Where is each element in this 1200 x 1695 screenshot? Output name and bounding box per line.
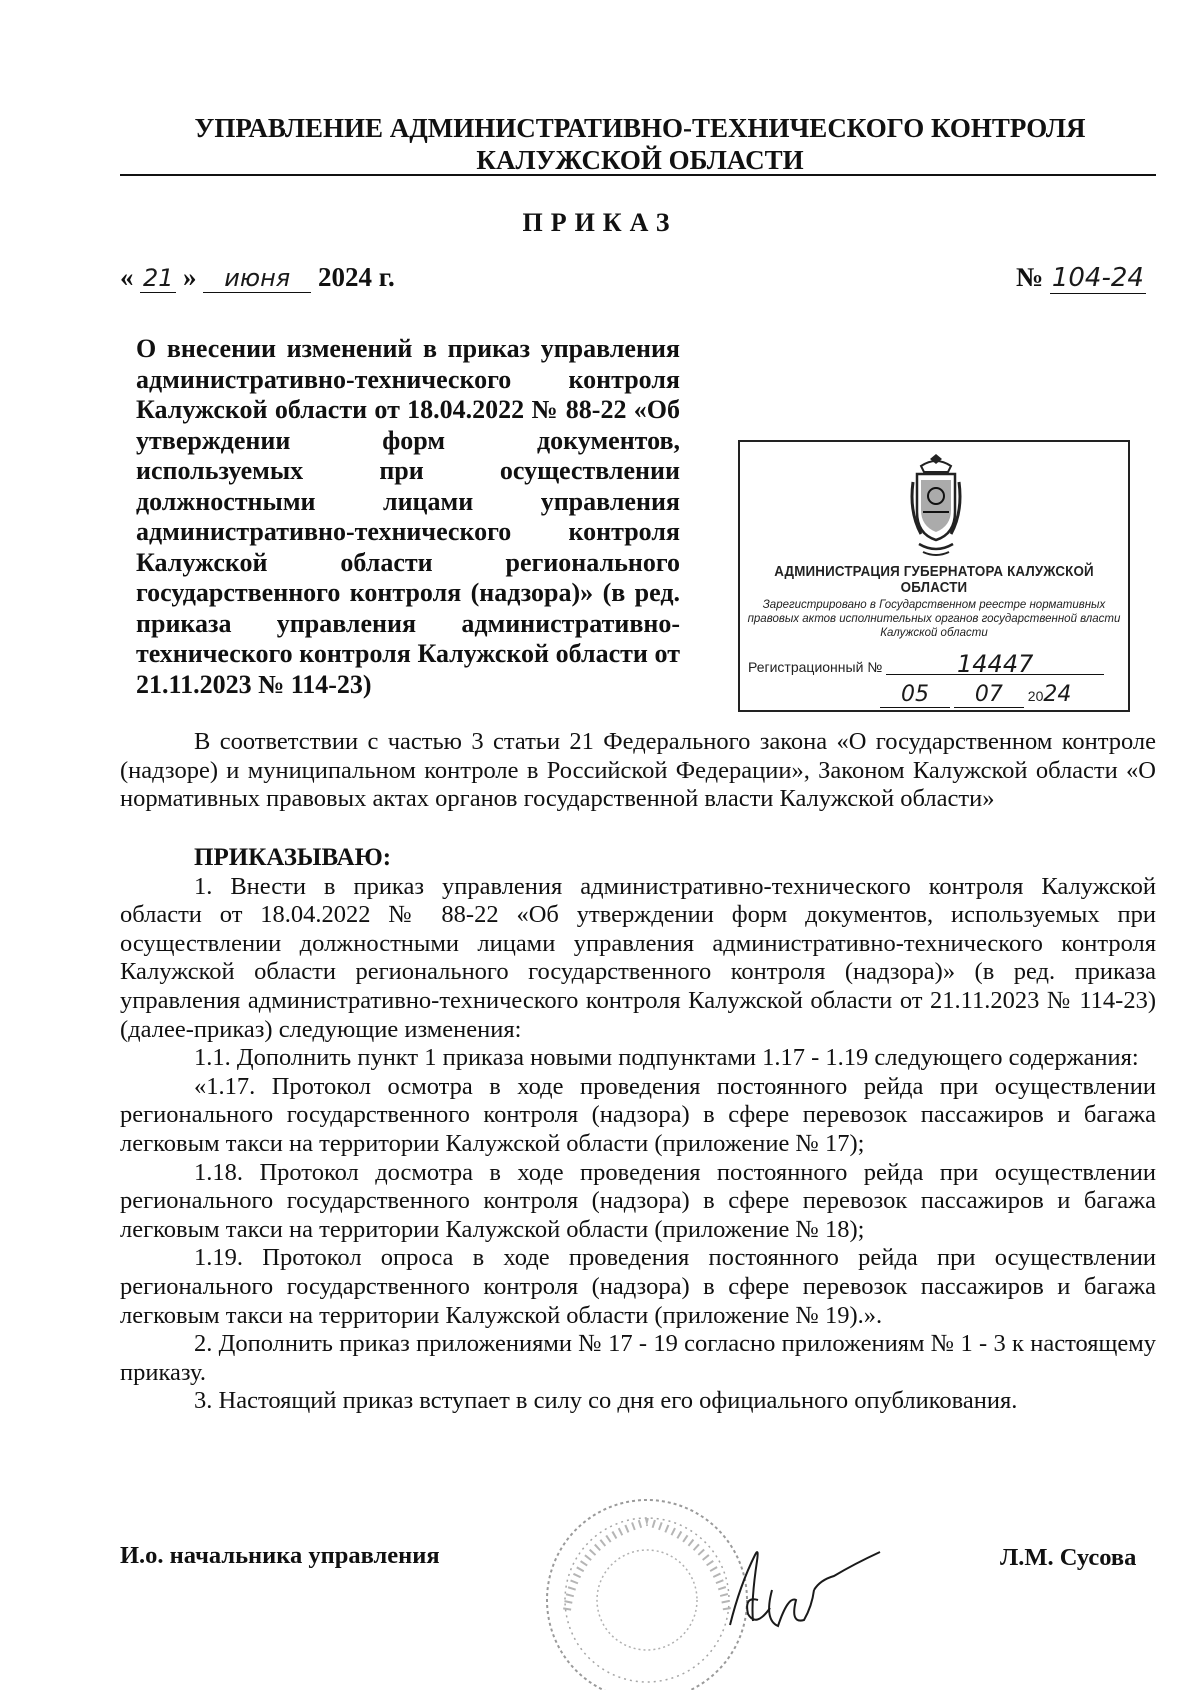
signatory-position: И.о. начальника управления: [120, 1542, 440, 1569]
order-clauses: [120, 844, 1156, 1416]
date-month: июня: [203, 264, 311, 293]
header-divider: [120, 174, 1156, 176]
order-date: [120, 262, 395, 293]
date-day: 21: [140, 264, 176, 293]
stamp-registration-number: 14447: [886, 654, 1104, 675]
order-number: [1016, 262, 1146, 294]
number-value: 104-24: [1051, 263, 1144, 293]
stamp-registration: [748, 650, 1104, 678]
stamp-title: АДМИНИСТРАЦИЯ ГУБЕРНАТОРА КАЛУЖСКОЙ ОБЛАСТИ: [774, 564, 1094, 596]
organization-name-line-2: КАЛУЖСКОЙ ОБЛАСТИ: [476, 145, 804, 175]
clause-1-19: 1.19. Протокол опроса в ходе проведения постоянного рейда при осуществлении регионального государственного контроля (надзора) в сфере перевозок пассажиров и багажа легковым такси на территории Калужской области (приложение № 19).».: [120, 1244, 1156, 1329]
date-close-quote: »: [183, 262, 197, 292]
date-year: 2024 г.: [318, 262, 395, 292]
stamp-date: [880, 682, 1071, 708]
stamp-date-month: 07: [954, 682, 1024, 708]
clause-2: 2. Дополнить приказ приложениями № 17 - 19 согласно приложениям № 1 - 3 к настоящему приказу.: [120, 1330, 1156, 1386]
stamp-note: [744, 598, 1124, 640]
stamp-date-day: 05: [880, 682, 950, 708]
clause-1-1: 1.1. Дополнить пункт 1 приказа новыми подпунктами 1.17 - 1.19 следующего содержания:: [194, 1044, 1139, 1072]
number-sign: №: [1016, 262, 1044, 292]
preamble-text: В соответствии с частью 3 статьи 21 Федерального закона «О государственном контроле (надзоре) и муниципальном контроле в Российской Федерации», Законом Калужской области «О нормативных правовых актах органов государственной власти Калужской области»: [120, 728, 1156, 813]
order-subject: О внесении изменений в приказ управления административно-технического контроля Калужской области от 18.04.2022 № 88-22 «Об утверждении форм документов, используемых при осуществлении должностными лицами управления административно-технического контроля Калужской области регионального государственного контроля (надзора)» (в ред. приказа управления административно-технического контроля Калужской области от 21.11.2023 № 114-23): [136, 334, 680, 699]
stamp-note-line-3: Калужской области: [880, 627, 988, 639]
clause-1-17: «1.17. Протокол осмотра в ходе проведения постоянного рейда при осуществлении регионального государственного контроля (надзора) в сфере перевозок пассажиров и багажа легковым такси на территории Калужской области (приложение № 17);: [120, 1072, 1156, 1157]
stamp-registration-label: Регистрационный №: [748, 659, 883, 675]
clause-3: 3. Настоящий приказ вступает в силу со дня его официального опубликования.: [194, 1387, 1018, 1415]
order-keyword: ПРИКАЗЫВАЮ:: [194, 844, 392, 871]
signatory-name: Л.М. Сусова: [1000, 1544, 1137, 1571]
registration-stamp: [738, 440, 1130, 712]
stamp-note-line-1: Зарегистрировано в Государственном реестре нормативных: [762, 599, 1106, 611]
organization-name-line-1: УПРАВЛЕНИЕ АДМИНИСТРАТИВНО-ТЕХНИЧЕСКОГО КОНТРОЛЯ: [194, 113, 1086, 143]
coat-of-arms-icon: [907, 452, 965, 564]
preamble: [120, 728, 1156, 814]
stamp-note-line-2: правовых актов исполнительных органов государственной власти: [747, 613, 1121, 625]
date-open-quote: «: [120, 262, 134, 292]
stamp-date-year-prefix: 20: [1027, 688, 1044, 704]
signature-icon: [710, 1530, 890, 1640]
clause-1: 1. Внести в приказ управления административно-технического контроля Калужской области от 18.04.2022 № 88-22 «Об утверждении форм документов, используемых при осуществлении должностными лицами управления административно-технического контроля Калужской области регионального государственного контроля (надзора)» (в ред. приказа управления административно-технического контроля Калужской области от 21.11.2023 № 114-23) (далее-приказ) следующие изменения:: [120, 872, 1156, 1043]
clause-1-18: 1.18. Протокол досмотра в ходе проведения постоянного рейда при осуществлении регионального государственного контроля (надзора) в сфере перевозок пассажиров и багажа легковым такси на территории Калужской области (приложение № 18);: [120, 1158, 1156, 1243]
document-type: ПРИКАЗ: [522, 208, 678, 237]
stamp-date-year-suffix: 24: [1043, 682, 1072, 707]
